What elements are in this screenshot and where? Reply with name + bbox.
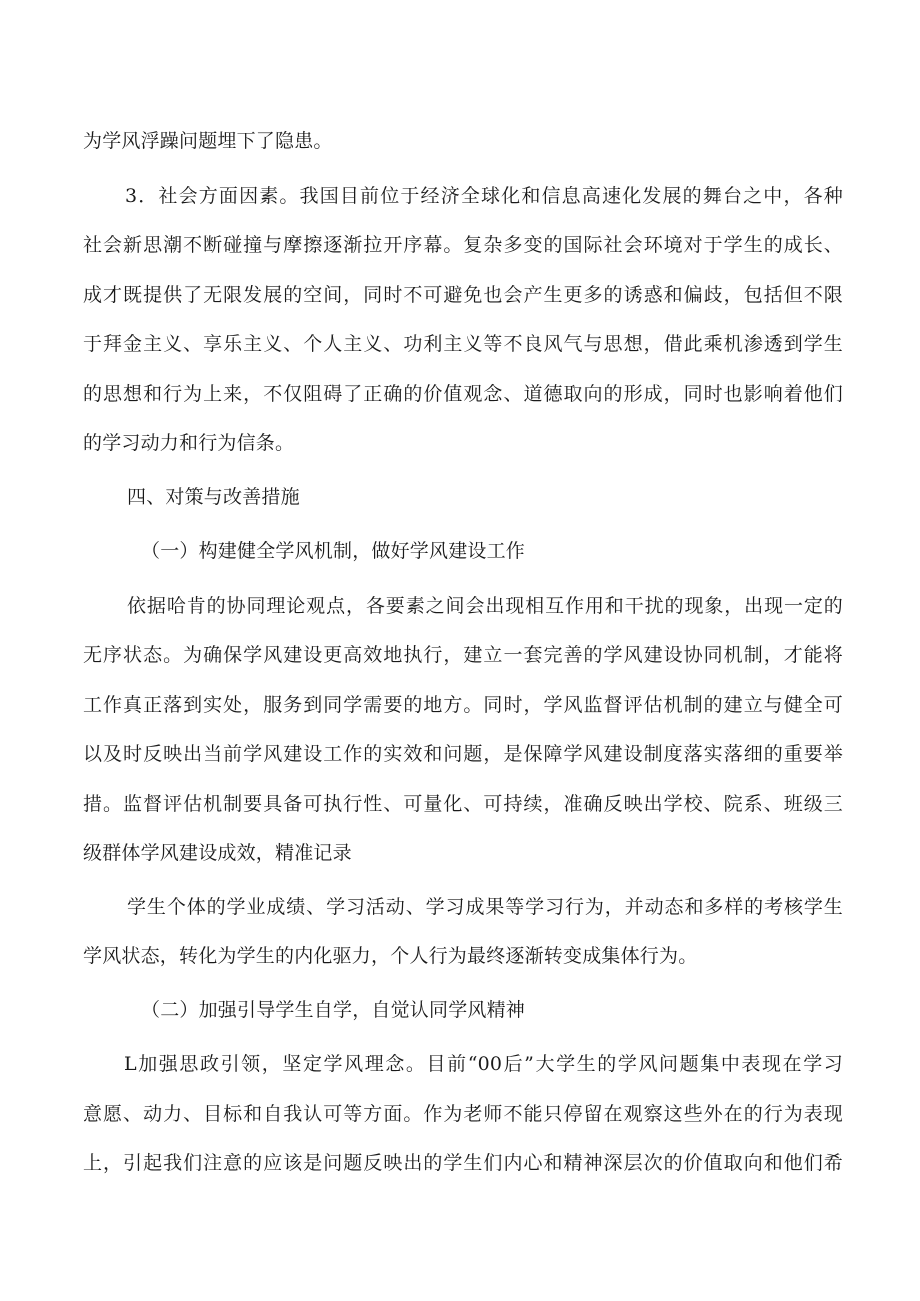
- paragraph-line: 措。监督评估机制要具备可执行性、可量化、可持续，准确反映出学校、院系、班级三: [83, 793, 843, 815]
- subsection-heading: （二）加强引导学生自学，自觉认同学风精神: [141, 999, 526, 1021]
- paragraph-line: 级群体学风建设成效，精准记录: [83, 842, 352, 864]
- section-heading: 四、对策与改善措施: [127, 486, 300, 508]
- paragraph-line: 以及时反映出当前学风建设工作的实效和问题，是保障学风建设制度落实落细的重要举: [83, 743, 843, 765]
- paragraph-line: 意愿、动力、目标和自我认可等方面。作为老师不能只停留在观察这些外在的行为表现: [83, 1103, 843, 1125]
- paragraph-line: 学风状态，转化为学生的内化驱力，个人行为最终逐渐转变成集体行为。: [83, 945, 698, 967]
- paragraph-line: 于拜金主义、享乐主义、个人主义、功利主义等不良风气与思想，借此乘机渗透到学生: [83, 333, 843, 355]
- paragraph-line: 上，引起我们注意的应该是问题反映出的学生们内心和精神深层次的价值取向和他们希: [83, 1152, 843, 1174]
- paragraph-line: 成才既提供了无限发展的空间，同时不可避免也会产生更多的诱惑和偏歧，包括但不限: [83, 284, 843, 306]
- paragraph-line: 工作真正落到实处，服务到同学需要的地方。同时，学风监督评估机制的建立与健全可: [83, 694, 843, 716]
- subsection-heading: （一）构建健全学风机制，做好学风建设工作: [141, 540, 526, 562]
- paragraph-line: 3．社会方面因素。我国目前位于经济全球化和信息高速化发展的舞台之中，各种: [125, 185, 843, 207]
- paragraph-line: 的学习动力和行为信条。: [83, 432, 295, 454]
- paragraph-line: 的思想和行为上来，不仅阻碍了正确的价值观念、道德取向的形成，同时也影响着他们: [83, 383, 843, 405]
- paragraph-line: 依据哈肯的协同理论观点，各要素之间会出现相互作用和干扰的现象，出现一定的: [127, 595, 843, 617]
- paragraph-line: 为学风浮躁问题埋下了隐患。: [83, 130, 333, 152]
- paragraph-line: 无序状态。为确保学风建设更高效地执行，建立一套完善的学风建设协同机制，才能将: [83, 644, 843, 666]
- paragraph-line: 社会新思潮不断碰撞与摩擦逐渐拉开序幕。复杂多变的国际社会环境对于学生的成长、: [83, 234, 843, 256]
- paragraph-line: L加强思政引领，坚定学风理念。目前“00后”大学生的学风问题集中表现在学习: [124, 1053, 843, 1075]
- paragraph-line: 学生个体的学业成绩、学习活动、学习成果等学习行为，并动态和多样的考核学生: [127, 896, 843, 918]
